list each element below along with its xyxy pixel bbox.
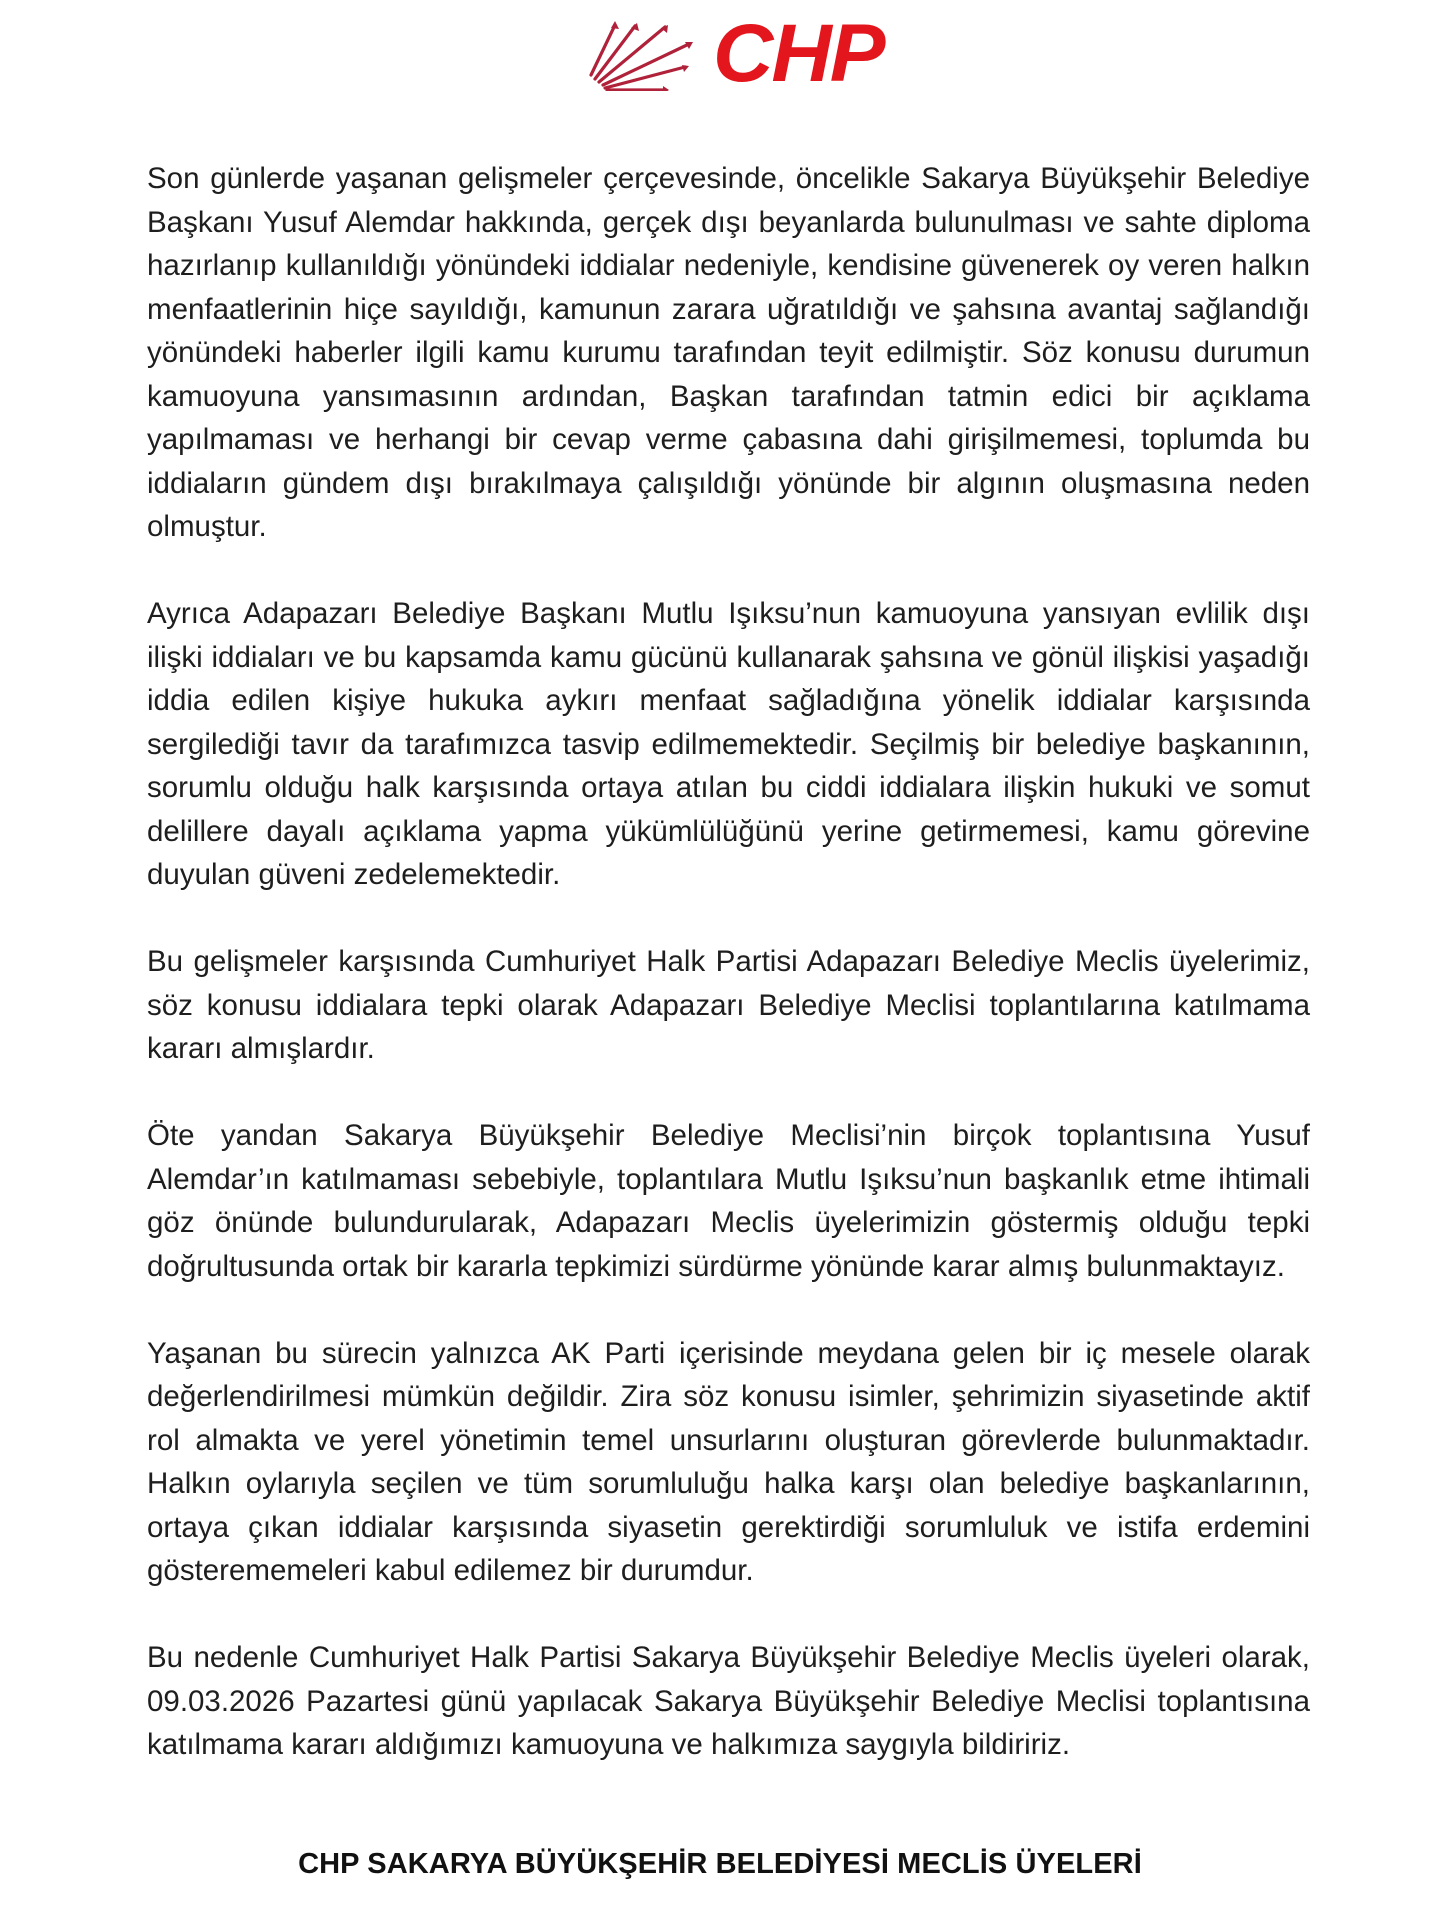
logo-group <box>585 8 884 99</box>
signature-line: CHP SAKARYA BÜYÜKŞEHİR BELEDİYESİ MECLİS ÜYELERİ <box>298 1848 1142 1880</box>
paragraph-5: Yaşanan bu sürecin yalnızca AK Parti içerisinde meydana gelen bir iç mesele olarak değerlendirilmesi mümkün değildir. Zira söz konusu isimler, şehrimizin siyasetinde aktif rol almakta ve yerel yönetimin temel unsurlarını oluşturan görevlerde bulunmaktadır. Halkın oylarıyla seçilen ve tüm sorumluluğu halka karşı olan belediye başkanlarının, ortaya çıkan iddialar karşısında siyasetin gerektirdiği sorumluluk ve istifa erdemini gösterememeleri kabul edilemez bir durumdur. <box>147 1336 1310 1587</box>
paragraph-6: Bu nedenle Cumhuriyet Halk Partisi Sakarya Büyükşehir Belediye Meclis üyeleri olarak, 09.03.2026 Pazartesi günü yapılacak Sakarya Büyükşehir Belediye Meclisi toplantısına katılmama kararı aldığımızı kamuoyuna ve halkımıza saygıyla bildiririz. <box>147 1641 1310 1761</box>
paragraph-1: Son günlerde yaşanan gelişmeler çerçevesinde, öncelikle Sakarya Büyükşehir Belediye Başkanı Yusuf Alemdar hakkında, gerçek dışı beyanlarda bulunulması ve sahte diploma hazırlanıp kullanıldığı yönündeki iddialar nedeniyle, kendisine güvenerek oy veren halkın menfaatlerinin hiçe sayıldığı, kamunun zarara uğratıldığı ve şahsına avantaj sağlandığı yönündeki haberler ilgili kamu kurumu tarafından teyit edilmiştir. Söz konusu durumun kamuoyuna yansımasının ardından, Başkan tarafından tatmin edici bir açıklama yapılmaması ve herhangi bir cevap verme çabasına dahi girişilmemesi, toplumda bu iddiaların gündem dışı bırakılmaya çalışıldığı yönünde bir algının oluşmasına neden olmuştur. <box>147 162 1310 543</box>
paragraph-4: Öte yandan Sakarya Büyükşehir Belediye Meclisi’nin birçok toplantısına Yusuf Alemdar’ın katılmaması sebebiyle, toplantılara Mutlu Işıksu’nun başkanlık etme ihtimali göz önünde bulundurularak, Adapazarı Meclis üyelerimizin göstermiş olduğu tepki doğrultusunda ortak bir kararla tepkimizi sürdürme yönünde karar almış bulunmaktayız. <box>147 1119 1310 1283</box>
chp-logo <box>0 8 1440 99</box>
paragraph-3: Bu gelişmeler karşısında Cumhuriyet Halk Partisi Adapazarı Belediye Meclis üyelerimiz, söz konusu iddialara tepki olarak Adapazarı Belediye Meclisi toplantılarına katılmama kararı almışlardır. <box>147 945 1310 1065</box>
statement-body <box>147 157 1310 1767</box>
chp-wordmark: CHP <box>713 8 884 99</box>
chp-six-arrows-icon <box>585 17 697 91</box>
paragraph-2: Ayrıca Adapazarı Belediye Başkanı Mutlu Işıksu’nun kamuoyuna yansıyan evlilik dışı ilişki iddiaları ve bu kapsamda kamu gücünü kullanarak şahsına ve gönül ilişkisi yaşadığı iddia edilen kişiye hukuka aykırı menfaat sağladığına yönelik iddialar karşısında sergilediği tavır da tarafımızca tasvip edilmemektedir. Seçilmiş bir belediye başkanının, sorumlu olduğu halk karşısında ortaya atılan bu ciddi iddialara ilişkin hukuki ve somut delillere dayalı açıklama yapma yükümlülüğünü yerine getirmemesi, kamu görevine duyulan güveni zedelemektedir. <box>147 597 1310 891</box>
